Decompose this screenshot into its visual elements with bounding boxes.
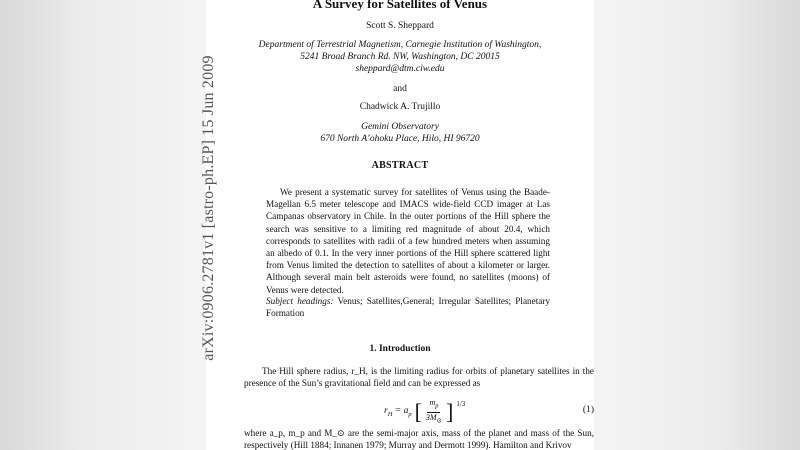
background-right xyxy=(594,0,800,450)
subject-headings-label: Subject headings: xyxy=(266,296,334,306)
arxiv-identifier-text: arXiv:0906.2781v1 [astro-ph.EP] 15 Jun 2009 xyxy=(200,55,217,361)
paper-page xyxy=(206,0,594,450)
abstract-heading: ABSTRACT xyxy=(371,160,429,171)
affiliation-1-line-2: 5241 Broad Branch Rd. NW, Washington, DC 20015 xyxy=(300,52,500,62)
background-left xyxy=(0,0,206,450)
right-bracket: ] xyxy=(446,399,454,425)
abstract-text: We present a systematic survey for satellites of Venus using the Baade-Magellan 6.5 meter telescope and IMACS wide-field CCD imager at Las Campanas observatory in Chile. In the outer portions of the Hill sphere the search was sensitive to a limiting red magnitude of about 20.4, which corresponds to satellites with radii of a few hundred meters when assuming an albedo of 0.1. In the very inner portions of the Hill sphere scattered light from Venus limited the detection to satellites of about a kilometer or larger. Although several main belt asteroids were found, no satellites (moons) of Venus were detected. xyxy=(266,187,550,295)
and-separator: and xyxy=(393,84,407,94)
paper-title: A Survey for Satellites of Venus xyxy=(312,0,488,11)
subject-headings xyxy=(266,295,550,319)
equation-body xyxy=(384,398,465,426)
equation-exponent: 1/3 xyxy=(456,400,466,409)
author-1: Scott S. Sheppard xyxy=(366,21,434,31)
mass-ratio-fraction xyxy=(426,398,442,426)
affiliation-2-line-1: Gemini Observatory xyxy=(361,122,439,132)
affiliation-1-line-1: Department of Terrestrial Magnetism, Carnegie Institution of Washington, xyxy=(258,40,542,50)
introduction-paragraph: The Hill sphere radius, r_H, is the limiting radius for orbits of planetary satellites in the presence of the Sun’s gravitational field and can be expressed as xyxy=(244,366,594,389)
left-bracket: [ xyxy=(414,399,422,425)
arxiv-identifier xyxy=(200,52,218,364)
subject-headings-text: Venus; Satellites,General; Irregular Satellites; Planetary Formation xyxy=(266,296,551,319)
equation-number: (1) xyxy=(582,405,594,415)
affiliation-2-line-2: 670 North A’ohoku Place, Hilo, HI 96720 xyxy=(320,134,480,144)
fraction-denominator: $3M_⊙$ xyxy=(425,412,443,425)
author-1-email: sheppard@dtm.ciw.edu xyxy=(355,64,445,74)
author-2: Chadwick A. Trujillo xyxy=(359,102,441,112)
equation-lhs: $r_H = a_p$ xyxy=(384,406,412,419)
post-equation-paragraph: where a_p, m_p and M_⊙ are the semi-major axis, mass of the planet and mass of the Sun, respectively (Hill 1884; Innanen 1979; Murray and Dermott 1999). Hamilton and Krivov xyxy=(244,428,594,450)
hill-radius-equation xyxy=(206,394,594,428)
section-heading-introduction: 1. Introduction xyxy=(369,344,431,354)
fraction-numerator: $m_p$ xyxy=(427,398,440,413)
